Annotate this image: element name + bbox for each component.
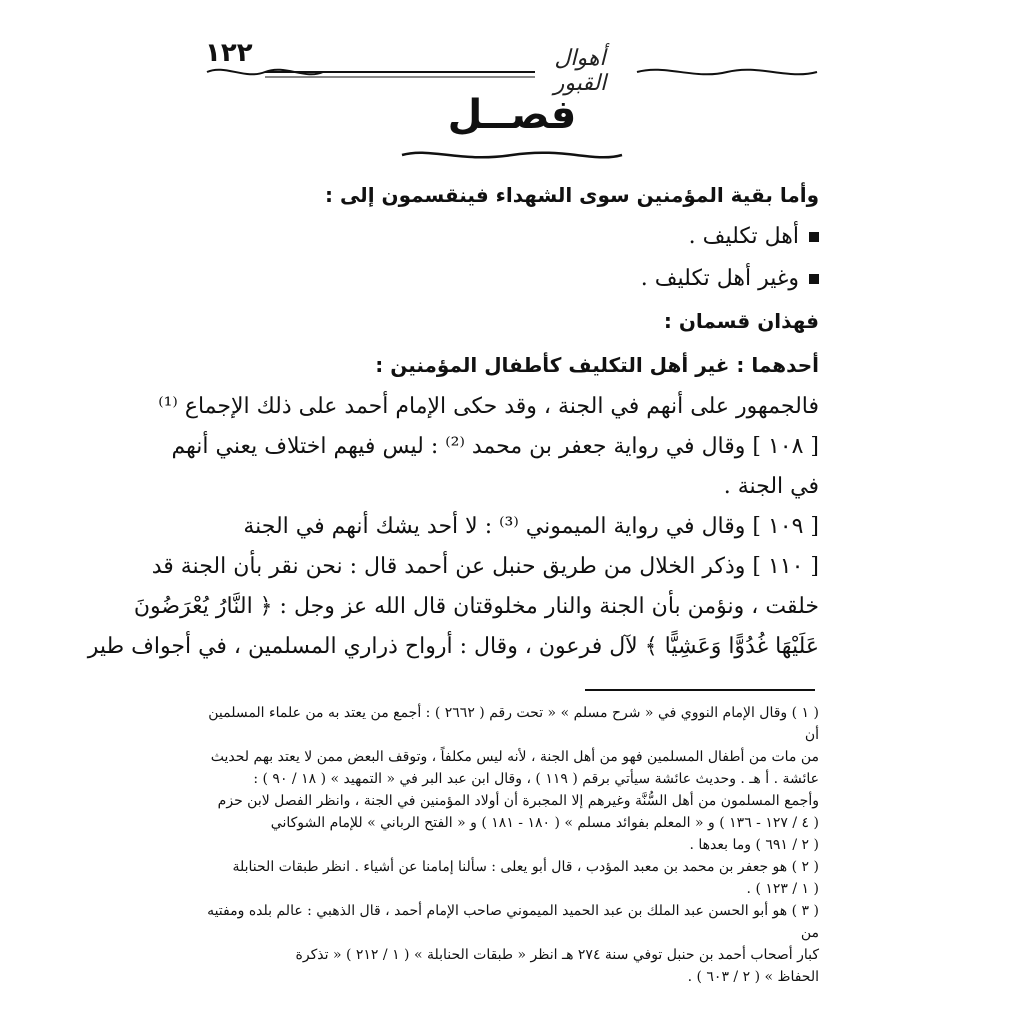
body-line: [ ١٠٨ ] وقال في رواية جعفر بن محمد ⁽²⁾ : ليس فيهم اختلاف يعني أنهم <box>171 434 819 459</box>
body-line: [ ١١٠ ] وذكر الخلال من طريق حنبل عن أحمد قال : نحن نقر بأن الجنة قد <box>151 554 819 579</box>
footnote-line: ( ١ ) وقال الإمام النووي في « شرح مسلم » « تحت رقم ( ٢٦٦٢ ) : أجمع من يعتد به من علماء المسلمين أن <box>208 705 819 743</box>
bullet-item: أهل تكليف . <box>205 222 819 252</box>
footnote-line: الحفاظ » ( ٢ / ٦٠٣ ) . <box>687 969 819 985</box>
body-line: عَلَيْهَا غُدُوًّا وَعَشِيًّا ﴾ لآل فرعون ، وقال : أرواح ذراري المسلمين ، في أجواف طير <box>87 634 819 659</box>
footnote-line: كبار أصحاب أحمد بن حنبل توفي سنة ٢٧٤ هـ انظر « طبقات الحنابلة » ( ١ / ٢١٢ ) « تذكرة <box>295 947 819 963</box>
title-ornament <box>400 146 624 164</box>
footnote-line: ( ٣ ) هو أبو الحسن عبد الملك بن عبد الحميد الميموني صاحب الإمام أحمد ، قال الذهبي : عالم بلده ومفتيه من <box>207 903 819 941</box>
footnote-line: وأجمع المسلمون من أهل السُّنَّة وغيرهم إلا المجبرة أن أولاد المؤمنين في الجنة ، وانظر الفصل لابن حزم <box>217 793 819 809</box>
header-flourish-left <box>205 62 325 82</box>
body-line: خلقت ، ونؤمن بأن الجنة والنار مخلوقتان قال الله عز وجل : ﴿ النَّارُ يُعْرَضُونَ <box>133 594 819 619</box>
first-part-heading: أحدهما : غير أهل التكليف كأطفال المؤمنين : <box>375 353 819 377</box>
section-title: فصــل <box>447 92 577 138</box>
bullet-item: وغير أهل تكليف . <box>205 264 819 294</box>
footnote-line: ( ٤ / ١٢٧ - ١٣٦ ) و « المعلم بفوائد مسلم » ( ١٨٠ - ١٨١ ) و « الفتح الرباني » للإمام الشوكاني <box>270 815 819 831</box>
running-title: أهوال القبور <box>553 46 607 96</box>
square-bullet-icon <box>809 232 819 242</box>
footnote-separator <box>585 689 815 691</box>
footnote-line: ( ٢ ) هو جعفر بن محمد بن معبد المؤدب ، قال أبو يعلى : سألنا إمامنا عن أشياء . انظر طبقات الحنابلة <box>232 859 819 875</box>
two-parts-heading: فهذان قسمان : <box>663 309 819 333</box>
page-number: ١٢٢ <box>205 38 253 68</box>
footnote-line: ( ٢ / ٦٩١ ) وما بعدها . <box>689 837 819 853</box>
body-line: فالجمهور على أنهم في الجنة ، وقد حكى الإمام أحمد على ذلك الإجماع ⁽¹⁾ <box>158 394 819 419</box>
square-bullet-icon <box>809 274 819 284</box>
page-header <box>205 38 819 96</box>
footnote-line: ( ١ / ١٢٣ ) . <box>746 881 819 897</box>
footnote-line: عائشة . أ هـ . وحديث عائشة سيأتي برقم ( ١١٩ ) ، وقال ابن عبد البر في « التمهيد » ( ١٨ / ٩٠ ) : <box>253 771 819 787</box>
footnotes <box>205 702 819 988</box>
body-line: في الجنة . <box>723 474 819 499</box>
main-text <box>87 180 819 662</box>
body-line: [ ١٠٩ ] وقال في رواية الميموني ⁽³⁾ : لا أحد يشك أنهم في الجنة <box>243 514 819 539</box>
footnote-line: من مات من أطفال المسلمين فهو من أهل الجنة ، لأنه ليس مكلفاً ، وتوقف البعض ممن لا يعتد بهم لحديث <box>210 749 819 765</box>
intro-line: وأما بقية المؤمنين سوى الشهداء فينقسمون إلى : <box>324 183 819 207</box>
header-flourish-right <box>635 62 819 82</box>
